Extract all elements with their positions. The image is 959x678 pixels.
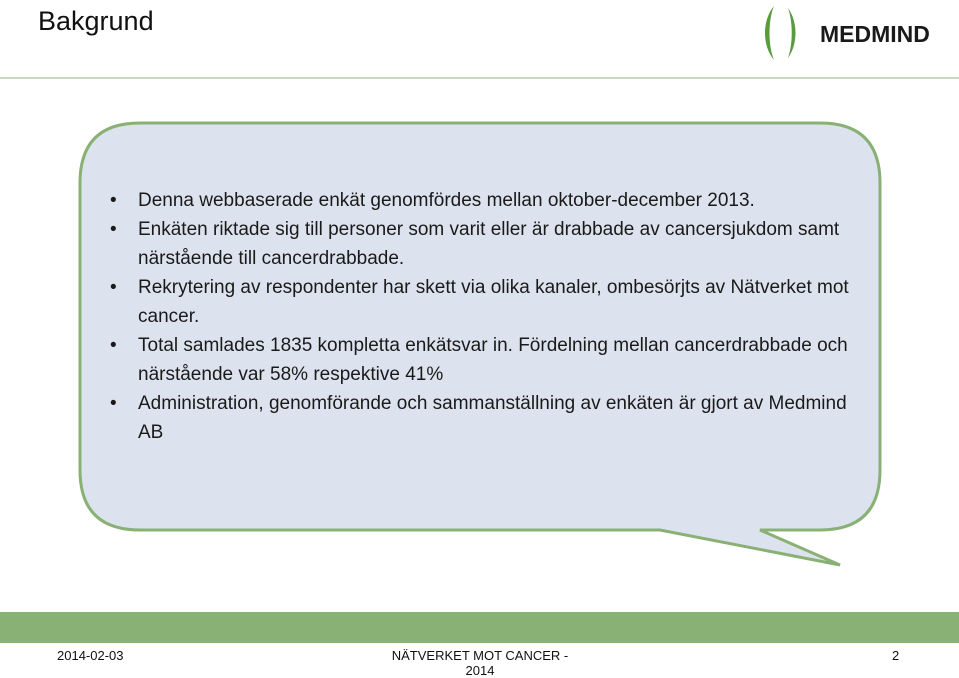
list-item: • Denna webbaserade enkät genomfördes mellan oktober-december 2013. bbox=[108, 186, 858, 215]
list-item: • Rekrytering av respondenter har skett via olika kanaler, ombesörjts av Nätverket mot cancer. bbox=[108, 273, 858, 331]
page-number: 2 bbox=[892, 648, 900, 663]
page-title: Bakgrund bbox=[38, 6, 154, 36]
logo-wordmark: MEDMIND bbox=[820, 21, 930, 47]
list-item: • Enkäten riktade sig till personer som varit eller är drabbade av cancersjukdom samt närstående till cancerdrabbade. bbox=[108, 215, 858, 273]
list-item: • Administration, genomförande och sammanställning av enkäten är gjort av Medmind AB bbox=[108, 389, 858, 447]
footer-title: NÄTVERKET MOT CANCER - 2014 bbox=[391, 648, 569, 678]
footer-date: 2014-02-03 bbox=[57, 648, 124, 663]
list-item: • Total samlades 1835 kompletta enkätsvar in. Fördelning mellan cancerdrabbade och närstående var 58% respektive 41% bbox=[108, 331, 858, 389]
bullet-list bbox=[108, 186, 858, 447]
bullet-content bbox=[108, 186, 858, 447]
